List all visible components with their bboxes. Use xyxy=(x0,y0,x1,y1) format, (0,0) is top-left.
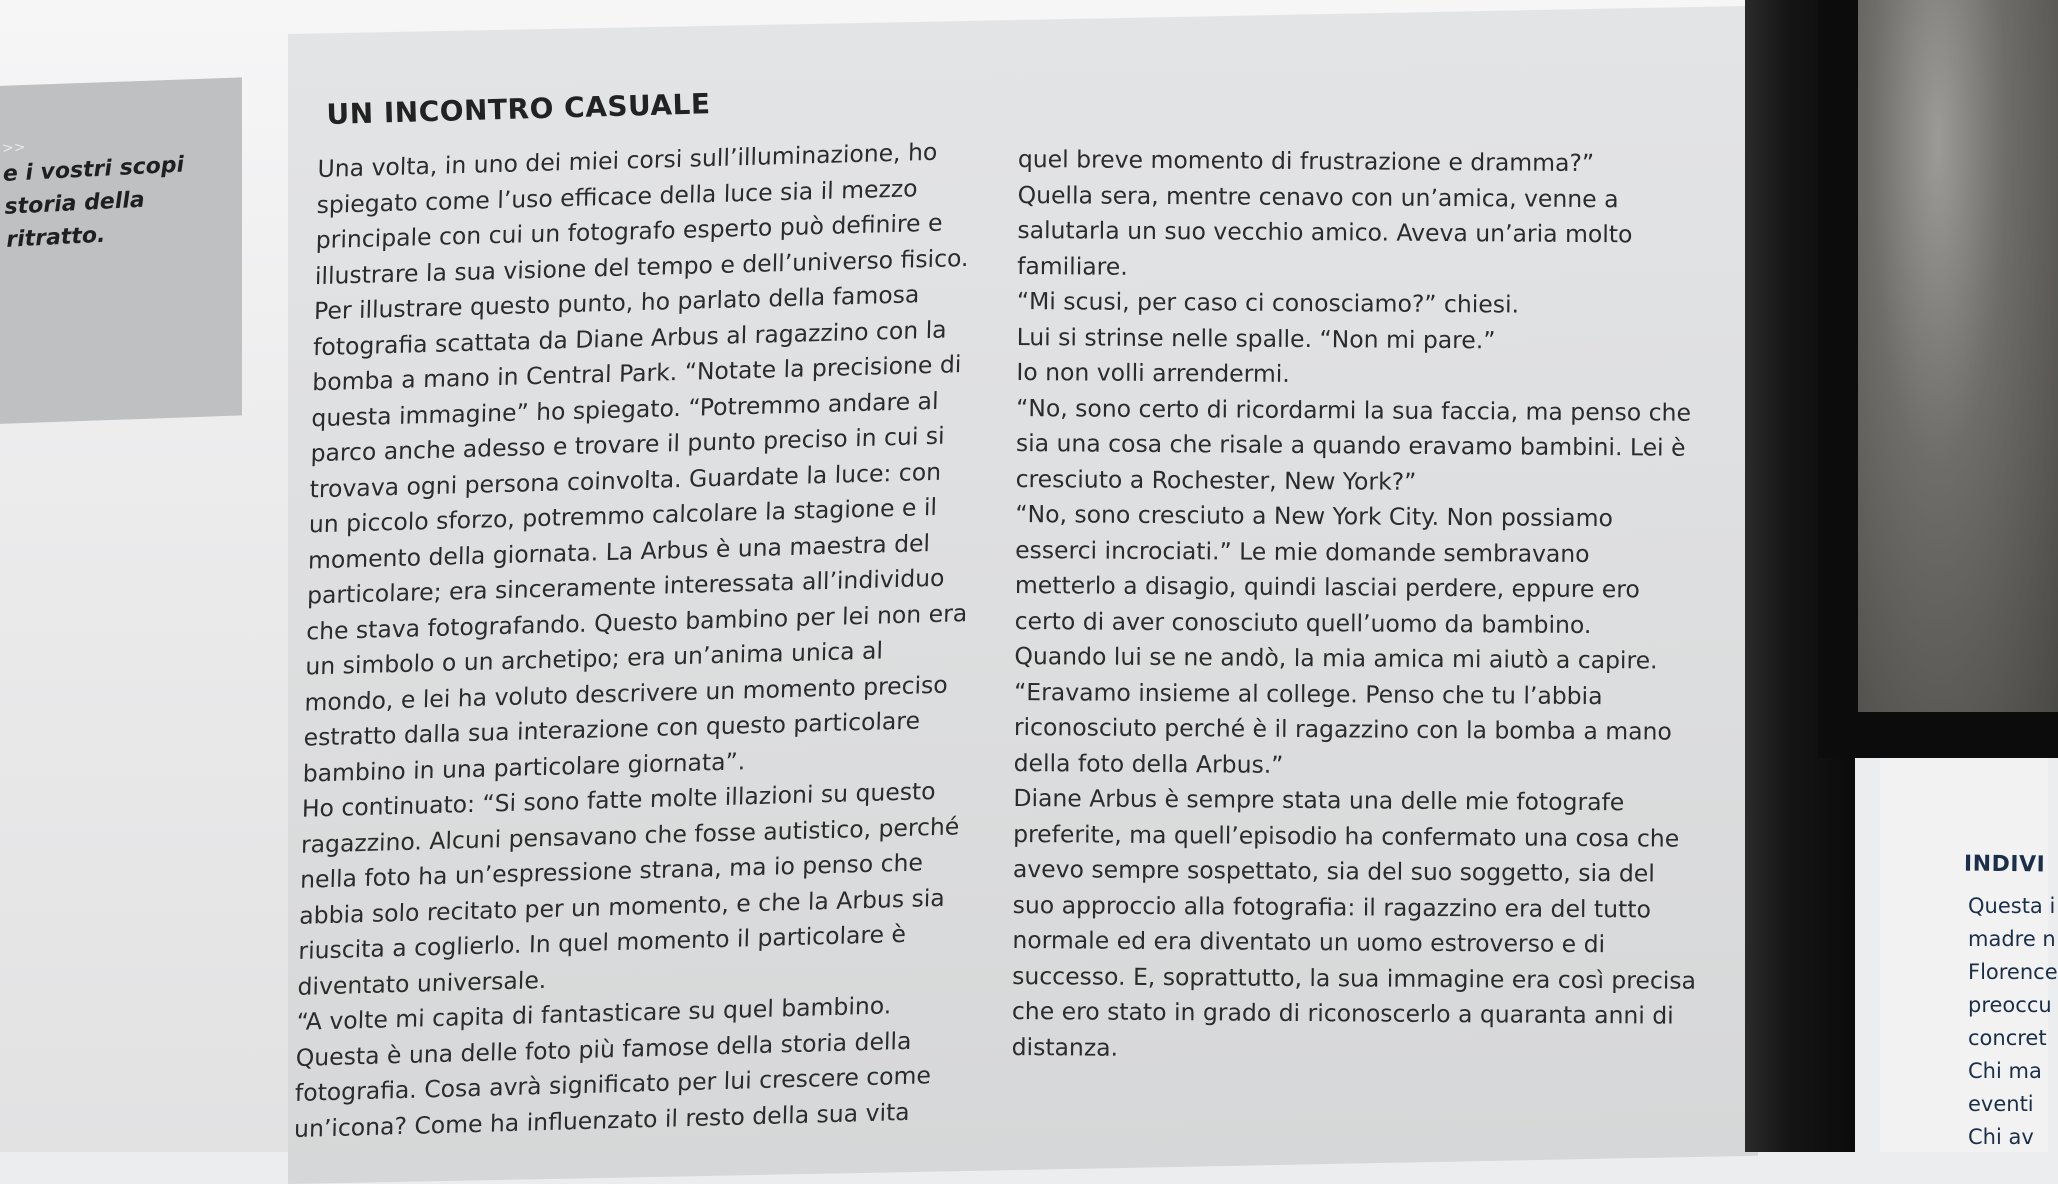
text-line: cresciuto a Rochester, New York?” xyxy=(1015,464,1417,496)
text-line: illustrare la sua visione del tempo e dell’universo fisico. xyxy=(314,243,969,290)
text-line: trovava ogni persona coinvolta. Guardate la luce: con xyxy=(309,457,942,503)
text-line: Ho continuato: “Si sono fatte molte illazioni su questo xyxy=(301,776,936,823)
text-line: Lui si strinse nelle spalle. “Non mi pare.” xyxy=(1016,322,1496,354)
text-line: distanza. xyxy=(1011,1032,1119,1062)
text-line: Questa è una delle foto più famose della storia della xyxy=(295,1026,912,1072)
facing-page-line: concret xyxy=(1968,1026,2047,1050)
text-line: momento della giornata. La Arbus è una maestra del xyxy=(307,528,931,574)
text-line: salutarla un suo vecchio amico. Aveva un’aria molto xyxy=(1017,215,1633,249)
text-line: normale ed era diventato un uomo estroverso e di xyxy=(1012,925,1606,959)
text-line: quel breve momento di frustrazione e dramma?” xyxy=(1017,144,1595,178)
text-line: particolare; era sinceramente interessata all’individuo xyxy=(306,563,945,610)
text-line: Quella sera, mentre cenavo con un’amica, venne a xyxy=(1017,180,1619,213)
text-line: che ero stato in grado di riconoscerlo a quaranta anni di xyxy=(1011,996,1674,1030)
text-line: spiegato come l’uso efficace della luce sia il mezzo xyxy=(316,173,918,219)
facing-page-line: Questa i xyxy=(1968,894,2056,918)
text-line: “No, sono certo di ricordarmi la sua faccia, ma penso che xyxy=(1016,393,1692,427)
article-left-column xyxy=(294,134,979,1148)
facing-page-heading: INDIVI xyxy=(1963,851,2046,878)
text-line: suo approccio alla fotografia: il ragazzino era del tutto xyxy=(1012,890,1651,923)
text-line: della foto della Arbus.” xyxy=(1013,748,1284,779)
text-line: preferite, ma quell’episodio ha confermato una cosa che xyxy=(1013,819,1680,853)
text-line: “No, sono cresciuto a New York City. Non possiamo xyxy=(1015,499,1614,533)
text-line: “Eravamo insieme al college. Penso che tu l’abbia xyxy=(1014,677,1603,710)
text-line: certo di aver conosciuto quell’uomo da bambino. xyxy=(1014,606,1592,639)
facing-page-line: Florence xyxy=(1968,960,2058,984)
text-line: sia una cosa che risale a quando eravamo bambini. Lei è xyxy=(1015,428,1686,462)
text-line: fotografia scattata da Diane Arbus al ragazzino con la xyxy=(312,315,947,361)
text-line: un simbolo o un archetipo; era un’anima unica al xyxy=(305,636,884,681)
text-line: nella foto ha un’espressione strana, ma io penso che xyxy=(299,848,924,894)
facing-page-line: preoccu xyxy=(1968,993,2052,1017)
text-line: familiare. xyxy=(1017,251,1128,281)
article-heading: UN INCONTRO CASUALE xyxy=(326,87,711,131)
text-line: ragazzino. Alcuni pensavano che fosse autistico, perché xyxy=(300,811,960,859)
text-line: Per illustrare questo punto, ho parlato della famosa xyxy=(313,280,920,326)
text-line: Diane Arbus è sempre stata una delle mie fotografe xyxy=(1013,783,1625,817)
text-line: riuscita a coglierlo. In quel momento il particolare è xyxy=(298,919,907,965)
text-line: principale con cui un fotografo esperto può definire e xyxy=(315,208,943,255)
article-right-column xyxy=(1012,142,1702,1070)
text-line: successo. E, soprattutto, la sua immagine era così precisa xyxy=(1012,961,1697,995)
margin-note-line: ritratto. xyxy=(5,222,106,253)
text-line: fotografia. Cosa avrà significato per lui crescere come xyxy=(294,1061,932,1108)
margin-note-text xyxy=(2,146,227,256)
facing-page-line: madre n xyxy=(1968,927,2056,951)
text-line: un piccolo sforzo, potremmo calcolare la stagione e il xyxy=(308,492,938,539)
text-line: Quando lui se ne andò, la mia amica mi aiutò a capire. xyxy=(1014,641,1658,675)
text-line: questa immagine” ho spiegato. “Potremmo andare al xyxy=(311,386,939,432)
text-line: diventato universale. xyxy=(297,965,547,1001)
text-line: Una volta, in uno dei miei corsi sull’illuminazione, ho xyxy=(317,137,938,184)
facing-page-text xyxy=(1968,890,2058,1154)
text-line: parco anche adesso e trovare il punto preciso in cui si xyxy=(310,421,945,468)
text-line: un’icona? Come ha influenzato il resto della sua vita xyxy=(293,1097,911,1143)
margin-note-line: storia della xyxy=(3,187,146,220)
text-line: “A volte mi capita di fantasticare su quel bambino. xyxy=(296,991,892,1036)
margin-note-line: e i vostri scopi xyxy=(2,152,185,187)
text-line: Io non volli arrendermi. xyxy=(1016,357,1290,388)
text-line: avevo sempre sospettato, sia del suo soggetto, sia del xyxy=(1012,854,1655,888)
margin-note-arrows: >> xyxy=(1,139,26,157)
facing-page-photo xyxy=(1858,0,2058,712)
text-line: che stava fotografando. Questo bambino per lei non era xyxy=(305,598,968,646)
text-line: bambino in una particolare giornata”. xyxy=(302,746,746,788)
facing-page-line: Chi av xyxy=(1968,1125,2034,1149)
text-line: “Mi scusi, per caso ci conosciamo?” chiesi. xyxy=(1016,286,1520,319)
facing-page-line: Chi ma xyxy=(1968,1059,2042,1083)
text-line: riconosciuto perché è il ragazzino con la bomba a mano xyxy=(1013,712,1672,746)
text-line: estratto dalla sua interazione con questo particolare xyxy=(303,706,921,752)
text-line: metterlo a disagio, quindi lasciai perdere, eppure ero xyxy=(1014,570,1640,604)
text-line: mondo, e lei ha voluto descrivere un momento preciso xyxy=(304,670,949,717)
text-line: abbia solo recitato per un momento, e che la Arbus sia xyxy=(299,883,946,930)
text-line: bomba a mano in Central Park. “Notate la precisione di xyxy=(312,350,962,397)
facing-page-line: eventi xyxy=(1968,1092,2034,1116)
text-line: esserci incrociati.” Le mie domande sembravano xyxy=(1015,535,1590,568)
